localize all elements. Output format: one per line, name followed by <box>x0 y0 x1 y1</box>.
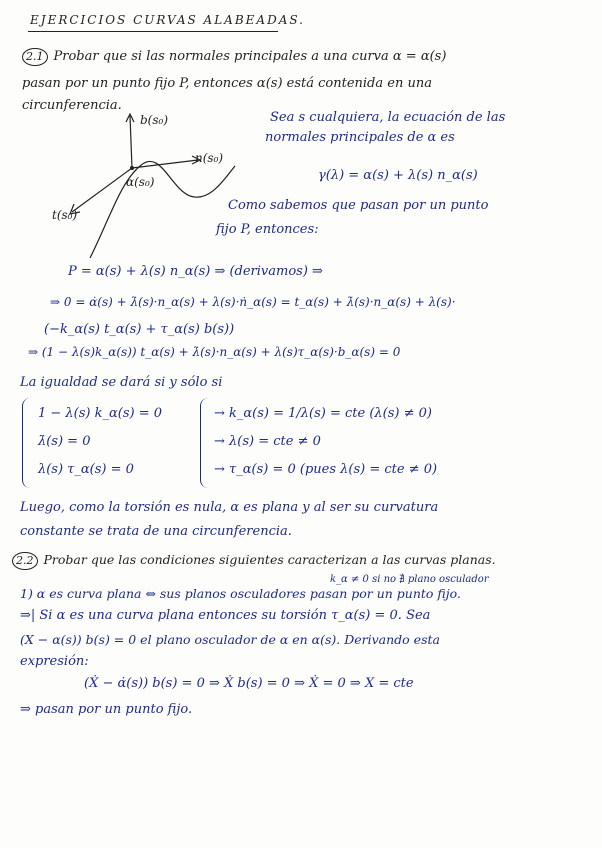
item-line-6: ⇒ pasan por un punto fijo. <box>20 702 193 717</box>
system-left-2: λ̇(s) = 0 <box>38 434 91 449</box>
system-left-brace <box>22 398 33 488</box>
equation-line-5: La igualdad se dará si y sólo si <box>20 375 223 390</box>
page-title: EJERCICIOS CURVAS ALABEADAS. <box>30 13 305 27</box>
conclusion-line-2: constante se trata de una circunferencia. <box>20 524 292 539</box>
exercise-2-1-statement-line-1: 2.1 Probar que si las normales principales a una curva α = α(s) <box>22 48 446 66</box>
normal-label: n(s₀) <box>195 151 224 165</box>
exercise-2-2-statement: 2.2 Probar que las condiciones siguientes caracterizan a las curvas planas. <box>12 552 496 570</box>
title-underline <box>28 31 278 32</box>
exercise-2-1-statement-line-3: circunferencia. <box>22 98 122 113</box>
tangent-label: t(s₀) <box>52 208 78 222</box>
conclusion-line-1: Luego, como la torsión es nula, α es plana y al ser su curvatura <box>20 500 439 515</box>
item-line-4: expresión: <box>20 654 89 669</box>
item-line-5: (Ẋ − α̇(s)) b(s) = 0 ⇒ Ẋ b(s) = 0 ⇒ Ẋ = 0 ⇒ X = cte <box>84 676 414 691</box>
system-right-3: → τ_α(s) = 0 (pues λ(s) = cte ≠ 0) <box>214 462 438 477</box>
alpha-point-label: α(s₀) <box>126 175 155 189</box>
side-text-line-4: Como sabemos que pasan por un punto <box>228 198 489 213</box>
system-left-3: λ(s) τ_α(s) = 0 <box>38 462 134 477</box>
binormal-label: b(s₀) <box>140 113 169 127</box>
equation-line-4: ⇒ (1 − λ(s)k_α(s)) t_α(s) + λ̇(s)·n_α(s) + λ(s)τ_α(s)·b_α(s) = 0 <box>28 345 401 359</box>
equation-line-3: (−k_α(s) t_α(s) + τ_α(s) b(s)) <box>44 322 235 337</box>
item-line-2: ⇒| Si α es una curva plana entonces su torsión τ_α(s) = 0. Sea <box>20 608 431 623</box>
equation-line-1: P = α(s) + λ(s) n_α(s) ⇒ (derivamos) ⇒ <box>68 264 323 279</box>
system-right-1: → k_α(s) = 1/λ(s) = cte (λ(s) ≠ 0) <box>214 406 432 421</box>
exercise-number-2-1: 2.1 <box>22 48 48 66</box>
side-text-line-2: normales principales de α es <box>265 130 455 145</box>
side-text-line-1: Sea s cualquiera, la ecuación de las <box>270 110 506 125</box>
curvature-note: k_α ≠ 0 si no ∄ plano osculador <box>330 574 489 585</box>
normal-line-equation: γ(λ) = α(s) + λ(s) n_α(s) <box>318 168 478 183</box>
item-line-1: 1) α es curva plana ⇔ sus planos osculadores pasan por un punto fijo. <box>20 586 461 601</box>
system-left-1: 1 − λ(s) k_α(s) = 0 <box>38 406 163 421</box>
exercise-2-1-statement-line-2: pasan por un punto fijo P, entonces α(s) está contenida en una <box>22 76 432 91</box>
item-line-3: (X − α(s)) b(s) = 0 el plano osculador de α en α(s). Derivando esta <box>20 632 440 647</box>
tangent-vector <box>72 168 132 212</box>
system-right-brace <box>200 398 211 488</box>
equation-line-2: ⇒ 0 = α̇(s) + λ̇(s)·n_α(s) + λ(s)·ṅ_α(s) = t_α(s) + λ̇(s)·n_α(s) + λ(s)· <box>50 295 456 309</box>
exercise-number-2-2: 2.2 <box>12 552 38 570</box>
system-right-2: → λ(s) = cte ≠ 0 <box>214 434 321 449</box>
binormal-vector <box>130 116 132 168</box>
side-text-line-5: fijo P, entonces: <box>216 222 319 237</box>
